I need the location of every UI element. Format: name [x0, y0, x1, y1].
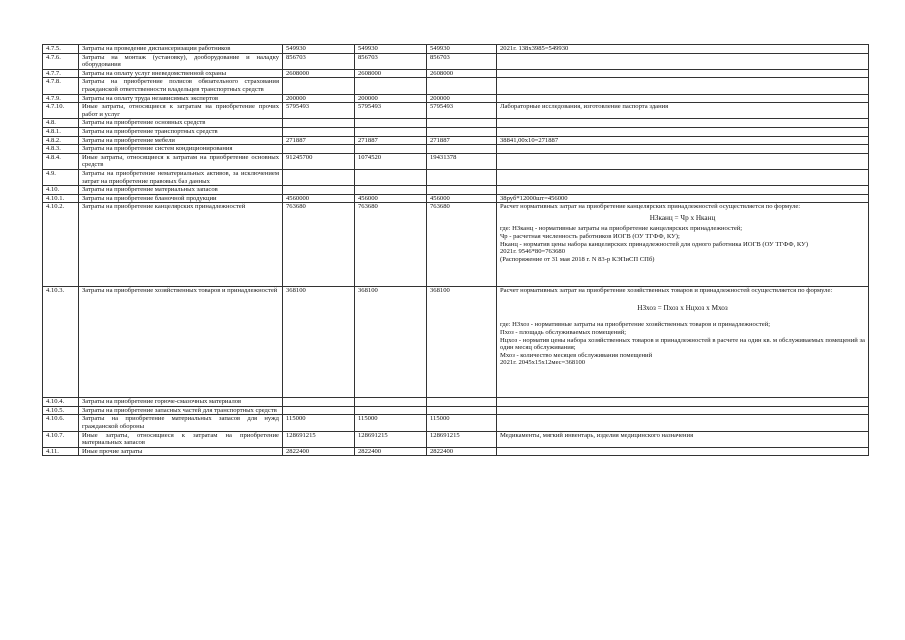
- value-year-3: 5795493: [427, 103, 497, 119]
- value-year-2: 2822400: [355, 447, 427, 456]
- value-year-3: 2822400: [427, 447, 497, 456]
- note-line: Нканц - норматив цены набора канцелярских принадлежностей для одного работника ИОГВ (ОУ ТГФФ, КУ): [500, 240, 809, 248]
- table-row: [43, 203, 869, 287]
- value-year-3: 456000: [427, 194, 497, 203]
- value-year-3: [427, 406, 497, 415]
- row-number: 4.10.4.: [43, 398, 79, 407]
- value-year-2: [355, 119, 427, 128]
- table-row: [43, 119, 869, 128]
- row-name: Затраты на приобретение систем кондиционирования: [79, 145, 283, 154]
- row-number: 4.10.5.: [43, 406, 79, 415]
- row-name: Затраты на приобретение основных средств: [79, 119, 283, 128]
- value-year-3: 200000: [427, 94, 497, 103]
- row-number: 4.8.2.: [43, 136, 79, 145]
- note-intro: Расчет нормативных затрат на приобретение канцелярских принадлежностей осуществляется по формуле:: [500, 203, 801, 211]
- row-number: 4.10.2.: [43, 203, 79, 287]
- row-number: 4.9.: [43, 169, 79, 185]
- value-year-2: 5795493: [355, 103, 427, 119]
- table-row: [43, 169, 869, 185]
- note-line: (Распоряжение от 31 мая 2018 г. N 83-р КЭПиСП СПб): [500, 255, 655, 263]
- value-year-1: 368100: [283, 287, 355, 398]
- value-year-1: 128691215: [283, 431, 355, 447]
- table-row: [43, 69, 869, 78]
- value-year-2: [355, 145, 427, 154]
- note-line: где: НЗхоз - нормативные затраты на приобретение хозяйственных товаров и принадлежностей;: [500, 321, 771, 329]
- row-note: [497, 415, 869, 431]
- row-note: [497, 78, 869, 94]
- row-name: Затраты на приобретение полисов обязательного страхования гражданской ответственности владельцев транспортных средств: [79, 78, 283, 94]
- row-number: 4.11.: [43, 447, 79, 456]
- value-year-3: [427, 145, 497, 154]
- row-name: Затраты на приобретение материальных запасов для нужд гражданской обороны: [79, 415, 283, 431]
- row-name: Затраты на оплату труда независимых экспертов: [79, 94, 283, 103]
- value-year-3: [427, 169, 497, 185]
- row-note: [497, 153, 869, 169]
- row-number: 4.8.3.: [43, 145, 79, 154]
- row-note: 38841,00х10=271887: [497, 136, 869, 145]
- value-year-2: 1074520: [355, 153, 427, 169]
- formula: НЗканц = Чр х Нканц: [649, 213, 716, 222]
- value-year-1: [283, 169, 355, 185]
- formula: НЗхоз = Пхоз х Нцхоз х Мхоз: [637, 303, 728, 312]
- value-year-3: [427, 78, 497, 94]
- value-year-2: 271887: [355, 136, 427, 145]
- row-name: Затраты на приобретение горюче-смазочных материалов: [79, 398, 283, 407]
- row-name: Затраты на проведение диспансеризации работников: [79, 45, 283, 54]
- value-year-1: 91245700: [283, 153, 355, 169]
- row-name: Затраты на приобретение хозяйственных товаров и принадлежностей: [79, 287, 283, 398]
- value-year-2: 115000: [355, 415, 427, 431]
- table-row: [43, 287, 869, 398]
- row-note: [497, 94, 869, 103]
- note-intro: Расчет нормативных затрат на приобретение хозяйственных товаров и принадлежностей осуществляется по формуле:: [500, 287, 833, 295]
- value-year-3: [427, 127, 497, 136]
- row-name: Иные затраты, относящиеся к затратам на приобретение материальных запасов: [79, 431, 283, 447]
- table-row: [43, 127, 869, 136]
- row-number: 4.8.1.: [43, 127, 79, 136]
- row-name: Затраты на оплату услуг вневедомственной охраны: [79, 69, 283, 78]
- value-year-1: 763680: [283, 203, 355, 287]
- row-note: Лабораторные исследования, изготовление паспорта здания: [497, 103, 869, 119]
- value-year-1: [283, 127, 355, 136]
- value-year-2: 2608000: [355, 69, 427, 78]
- value-year-1: [283, 406, 355, 415]
- row-note: [497, 69, 869, 78]
- value-year-3: 271887: [427, 136, 497, 145]
- row-number: 4.8.: [43, 119, 79, 128]
- value-year-1: 2822400: [283, 447, 355, 456]
- value-year-1: 549930: [283, 45, 355, 54]
- cost-table-page: [42, 44, 868, 456]
- value-year-2: [355, 406, 427, 415]
- table-row: [43, 78, 869, 94]
- row-number: 4.8.4.: [43, 153, 79, 169]
- value-year-3: [427, 398, 497, 407]
- value-year-2: 456000: [355, 194, 427, 203]
- row-name: Затраты на приобретение транспортных средств: [79, 127, 283, 136]
- row-number: 4.7.5.: [43, 45, 79, 54]
- note-line: Мхоз - количество месяцев обслуживания помещений: [500, 351, 653, 359]
- note-line: Чр - расчетная численность работников ИОГВ (ОУ ТГФФ, КУ);: [500, 233, 680, 241]
- value-year-1: [283, 398, 355, 407]
- note-line: 2021г. 9546*80=763680: [500, 248, 566, 256]
- table-row: [43, 431, 869, 447]
- row-name: Затраты на приобретение нематериальных активов, за исключением затрат на приобретение правовых баз данных: [79, 169, 283, 185]
- row-name: Затраты на приобретение канцелярских принадлежностей: [79, 203, 283, 287]
- table-row: [43, 447, 869, 456]
- value-year-1: 2608000: [283, 69, 355, 78]
- value-year-1: 200000: [283, 94, 355, 103]
- row-number: 4.7.7.: [43, 69, 79, 78]
- value-year-2: 200000: [355, 94, 427, 103]
- row-number: 4.10.1.: [43, 194, 79, 203]
- row-note: [497, 398, 869, 407]
- note-line: 2021г. 2045х15х12мес=368100: [500, 359, 586, 367]
- row-note: [497, 406, 869, 415]
- row-name: Затраты на приобретение мебели: [79, 136, 283, 145]
- row-name: Затраты на монтаж (установку), дооборудование и наладку оборудования: [79, 53, 283, 69]
- value-year-2: [355, 78, 427, 94]
- table-row: [43, 145, 869, 154]
- table-row: [43, 398, 869, 407]
- value-year-3: 763680: [427, 203, 497, 287]
- row-number: 4.7.6.: [43, 53, 79, 69]
- value-year-1: 271887: [283, 136, 355, 145]
- table-row: [43, 136, 869, 145]
- value-year-2: [355, 169, 427, 185]
- row-note: 2021г. 138х3985=549930: [497, 45, 869, 54]
- table-row: [43, 94, 869, 103]
- table-row: [43, 406, 869, 415]
- value-year-2: [355, 398, 427, 407]
- row-number: 4.10.: [43, 186, 79, 195]
- row-number: 4.10.7.: [43, 431, 79, 447]
- row-note: [497, 127, 869, 136]
- value-year-3: 2608000: [427, 69, 497, 78]
- row-note: [497, 119, 869, 128]
- note-line: Пхоз - площадь обслуживаемых помещений;: [500, 329, 627, 337]
- value-year-2: [355, 127, 427, 136]
- row-number: 4.7.10.: [43, 103, 79, 119]
- row-number: 4.10.3.: [43, 287, 79, 398]
- value-year-2: 128691215: [355, 431, 427, 447]
- row-number: 4.7.9.: [43, 94, 79, 103]
- note-line: Нцхоз - норматив цены набора хозяйственных товаров и принадлежностей в расчете на один кв. м обслуживаемых помещений за один месяц обслуживания;: [500, 336, 865, 352]
- row-note: [497, 447, 869, 456]
- row-name: Иные затраты, относящиеся к затратам на приобретение прочих работ и услуг: [79, 103, 283, 119]
- row-note: [497, 145, 869, 154]
- row-number: 4.10.6.: [43, 415, 79, 431]
- row-name: Затраты на приобретение материальных запасов: [79, 186, 283, 195]
- value-year-3: 856703: [427, 53, 497, 69]
- table-row: [43, 415, 869, 431]
- cost-table: [42, 44, 869, 456]
- value-year-3: 19431378: [427, 153, 497, 169]
- value-year-1: [283, 186, 355, 195]
- value-year-1: [283, 78, 355, 94]
- value-year-2: [355, 186, 427, 195]
- value-year-1: 856703: [283, 53, 355, 69]
- value-year-3: 549930: [427, 45, 497, 54]
- value-year-3: 368100: [427, 287, 497, 398]
- value-year-1: [283, 119, 355, 128]
- note-line: где: НЗканц - нормативные затраты на приобретение канцелярских принадлежностей;: [500, 225, 743, 233]
- value-year-2: 549930: [355, 45, 427, 54]
- row-note: [497, 169, 869, 185]
- table-row: [43, 153, 869, 169]
- row-name: Затраты на приобретение запасных частей для транспортных средств: [79, 406, 283, 415]
- value-year-2: 763680: [355, 203, 427, 287]
- value-year-1: 4560000: [283, 194, 355, 203]
- value-year-3: 115000: [427, 415, 497, 431]
- row-note: [497, 287, 869, 398]
- row-number: 4.7.8.: [43, 78, 79, 94]
- row-name: Иные прочие затраты: [79, 447, 283, 456]
- value-year-3: [427, 119, 497, 128]
- value-year-1: 115000: [283, 415, 355, 431]
- row-note: Медикаменты, мягкий инвентарь, изделия медицинского назначения: [497, 431, 869, 447]
- row-note: [497, 53, 869, 69]
- row-note: [497, 186, 869, 195]
- table-row: [43, 53, 869, 69]
- value-year-3: [427, 186, 497, 195]
- table-row: [43, 194, 869, 203]
- row-name: Иные затраты, относящиеся к затратам на приобретение основных средств: [79, 153, 283, 169]
- value-year-2: 368100: [355, 287, 427, 398]
- row-name: Затраты на приобретение бланочной продукции: [79, 194, 283, 203]
- row-note: [497, 203, 869, 287]
- value-year-1: 5795493: [283, 103, 355, 119]
- table-row: [43, 186, 869, 195]
- value-year-1: [283, 145, 355, 154]
- row-note: 38руб*12000шт=456000: [497, 194, 869, 203]
- table-row: [43, 45, 869, 54]
- value-year-3: 128691215: [427, 431, 497, 447]
- value-year-2: 856703: [355, 53, 427, 69]
- table-row: [43, 103, 869, 119]
